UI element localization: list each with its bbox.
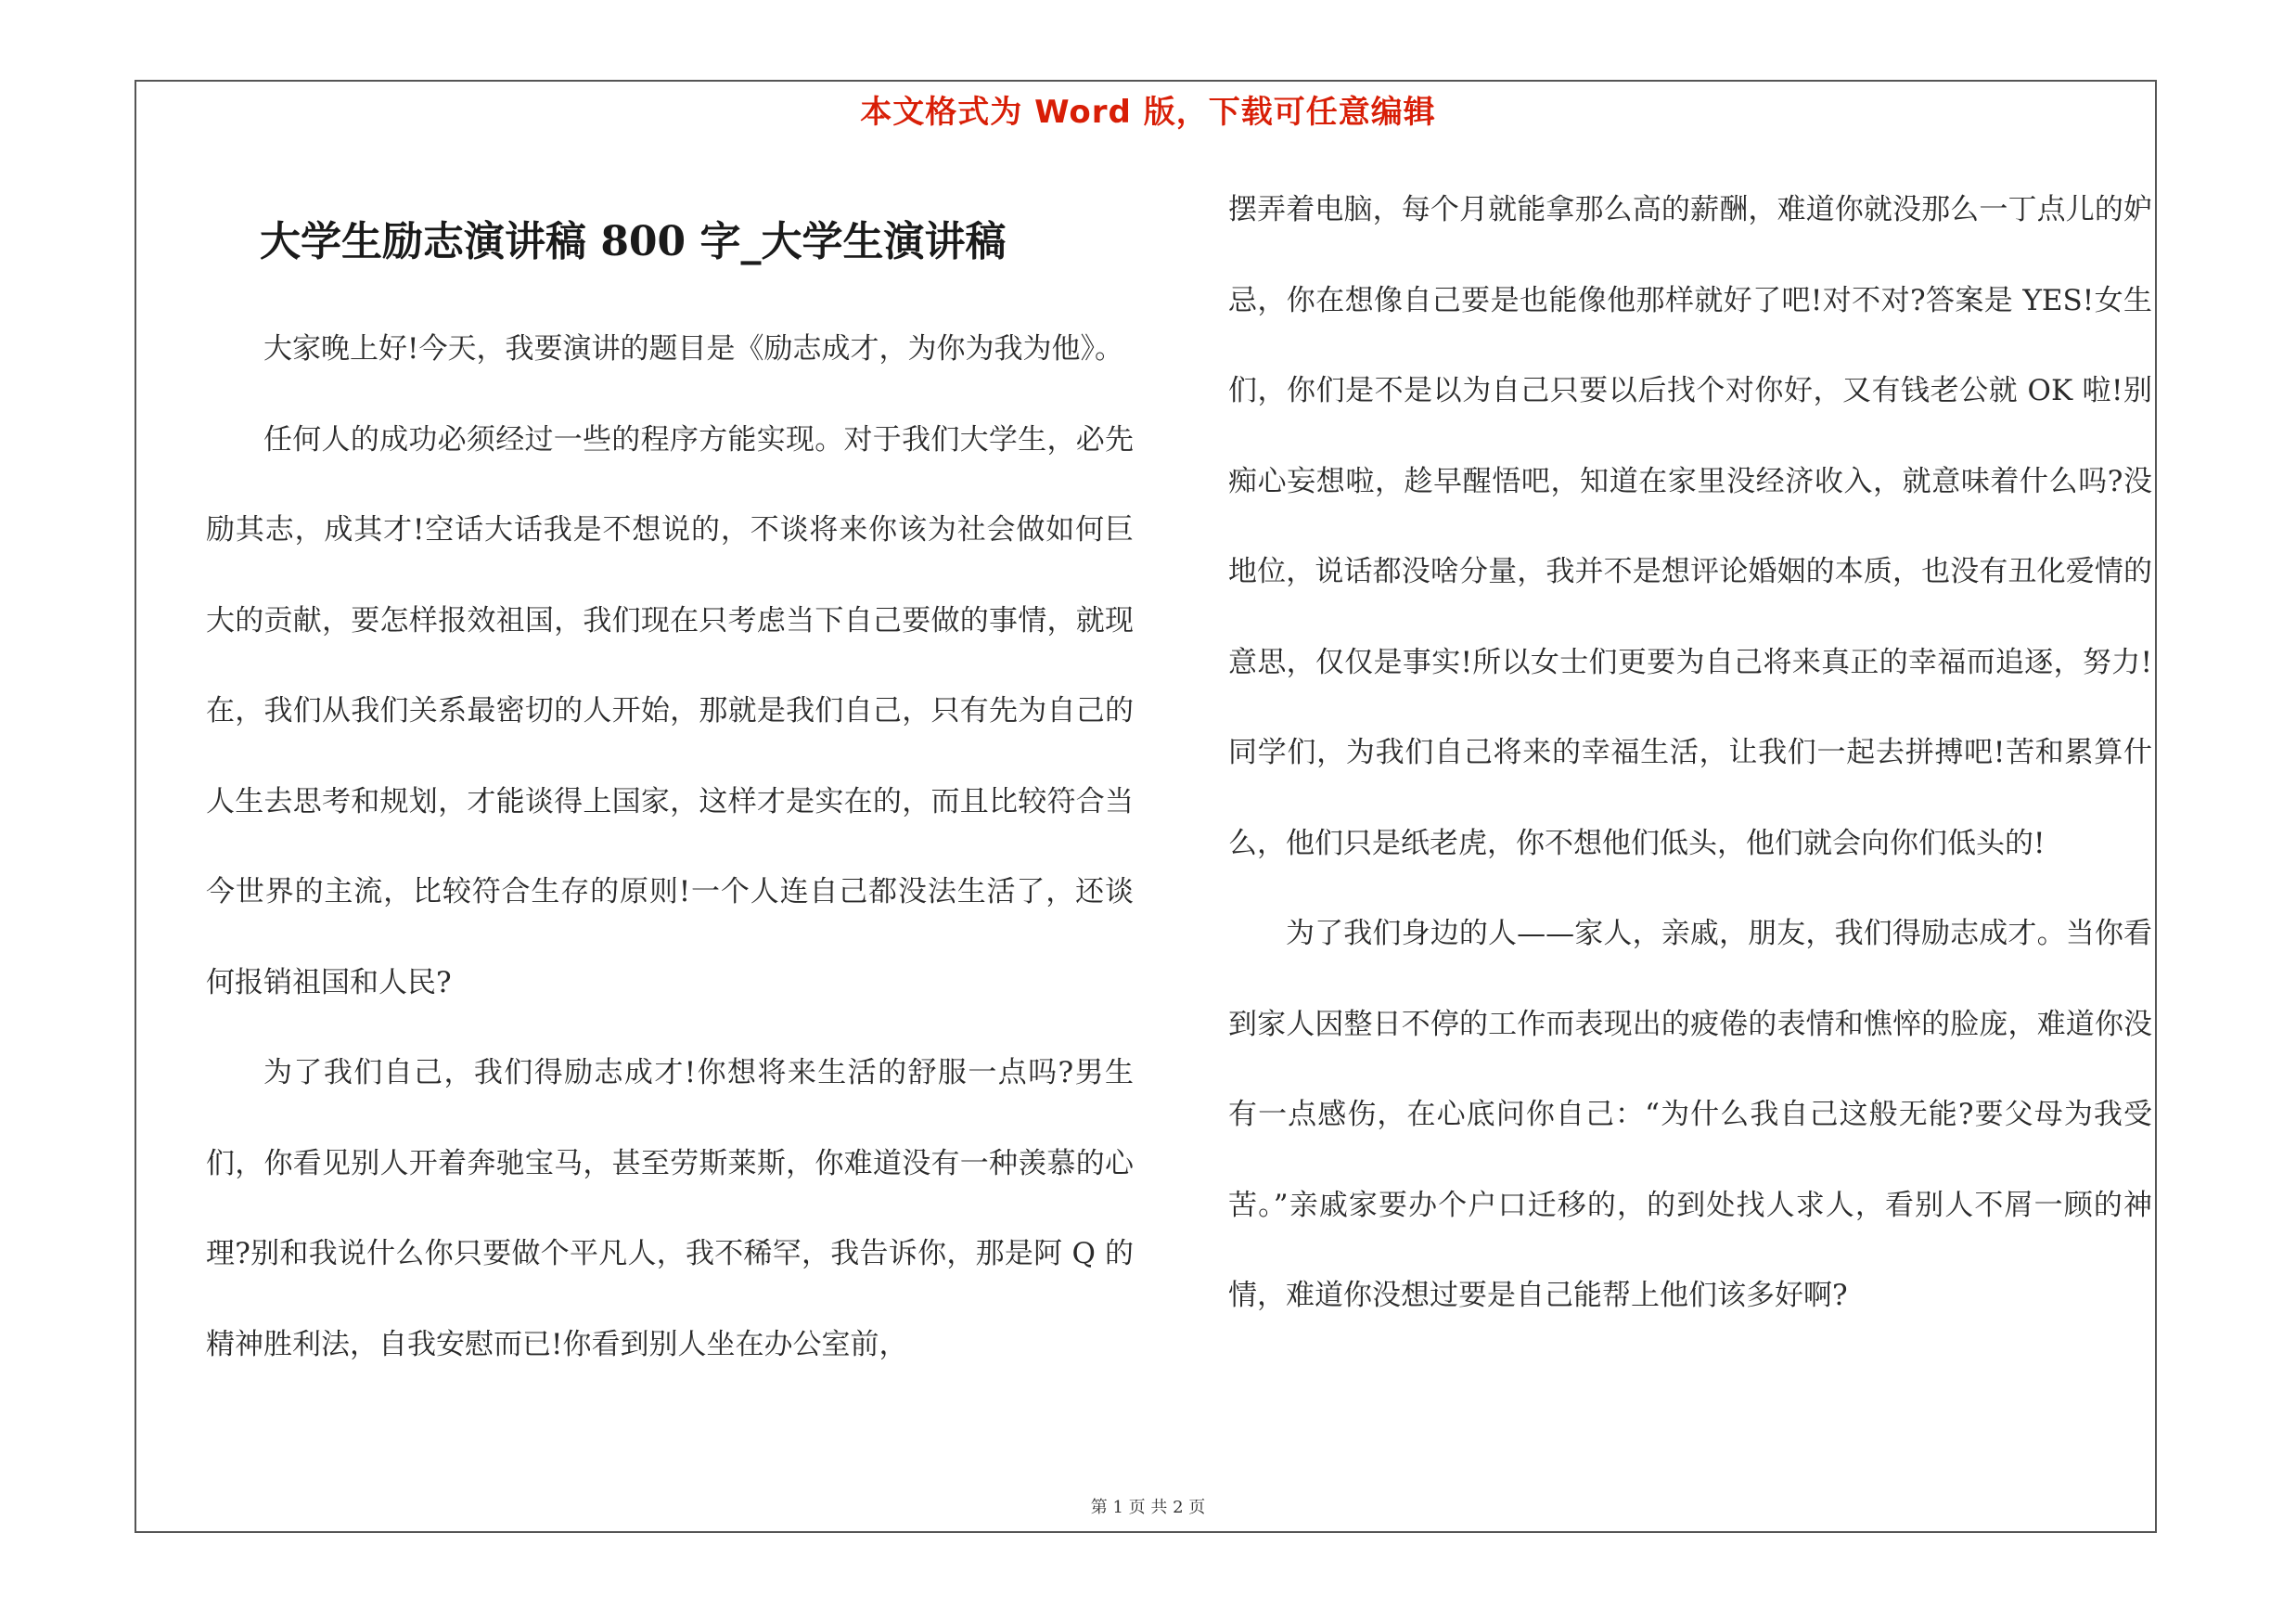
page-number: 第 1 页 共 2 页	[1090, 1498, 1206, 1517]
paragraph: 为了我们身边的人——家人，亲戚，朋友，我们得励志成才。当你看到家人因整日不停的工作而表现出的疲倦的表情和憔悴的脸庞，难道你没有一点感伤，在心底问你自己：“为什么我自己这般无能?要父母为我受苦。”亲戚家要办个户口迁移的，的到处找人求人，看别人不屑一顾的神情，难道你没想过要是自己能帮上他们该多好啊?	[1228, 917, 2152, 1312]
paragraph: 大家晚上好!今天，我要演讲的题目是《励志成才，为你为我为他》。	[263, 332, 1123, 366]
paragraph: 任何人的成功必须经过一些的程序方能实现。对于我们大学生，必先励其志，成其才!空话大话我是不想说的，不谈将来你该为社会做如何巨大的贡献，要怎样报效祖国，我们现在只考虑当下自己要做的事情，就现在，我们从我们关系最密切的人开始，那就是我们自己，只有先为自己的人生去思考和规划，才能谈得上国家，这样才是实在的，而且比较符合当今世界的主流，比较符合生存的原则!一个人连自己都没法生活了，还谈何报销祖国和人民?	[206, 422, 1134, 999]
document-title: 大学生励志演讲稿 800 字_大学生演讲稿	[260, 218, 1007, 265]
word-format-banner: 本文格式为 Word 版，下载可任意编辑	[860, 94, 1436, 131]
paragraph: 为了我们自己，我们得励志成才!你想将来生活的舒服一点吗?男生们，你看见别人开着奔驰宝马，甚至劳斯莱斯，你难道没有一种羡慕的心理?别和我说什么你只要做个平凡人，我不稀罕，我告诉你，那是阿 Q 的精神胜利法，自我安慰而已!你看到别人坐在办公室前，	[206, 1056, 1134, 1361]
paragraph-continued: 摆弄着电脑，每个月就能拿那么高的薪酬，难道你就没那么一丁点儿的妒忌，你在想像自己要是也能像他那样就好了吧!对不对?答案是 YES!女生们，你们是不是以为自己只要以后找个对你好，又有钱老公就 OK 啦!别痴心妄想啦，趁早醒悟吧，知道在家里没经济收入，就意味着什么吗?没地位，说话都没啥分量，我并不是想评论婚姻的本质，也没有丑化爱情的意思，仅仅是事实!所以女士们更要为自己将来真正的幸福而追逐，努力!同学们，为我们自己将来的幸福生活，让我们一起去拼搏吧!苦和累算什么，他们只是纸老虎，你不想他们低头，他们就会向你们低头的!	[1228, 193, 2152, 860]
right-column	[1228, 165, 2152, 1342]
left-column	[206, 304, 1134, 1390]
